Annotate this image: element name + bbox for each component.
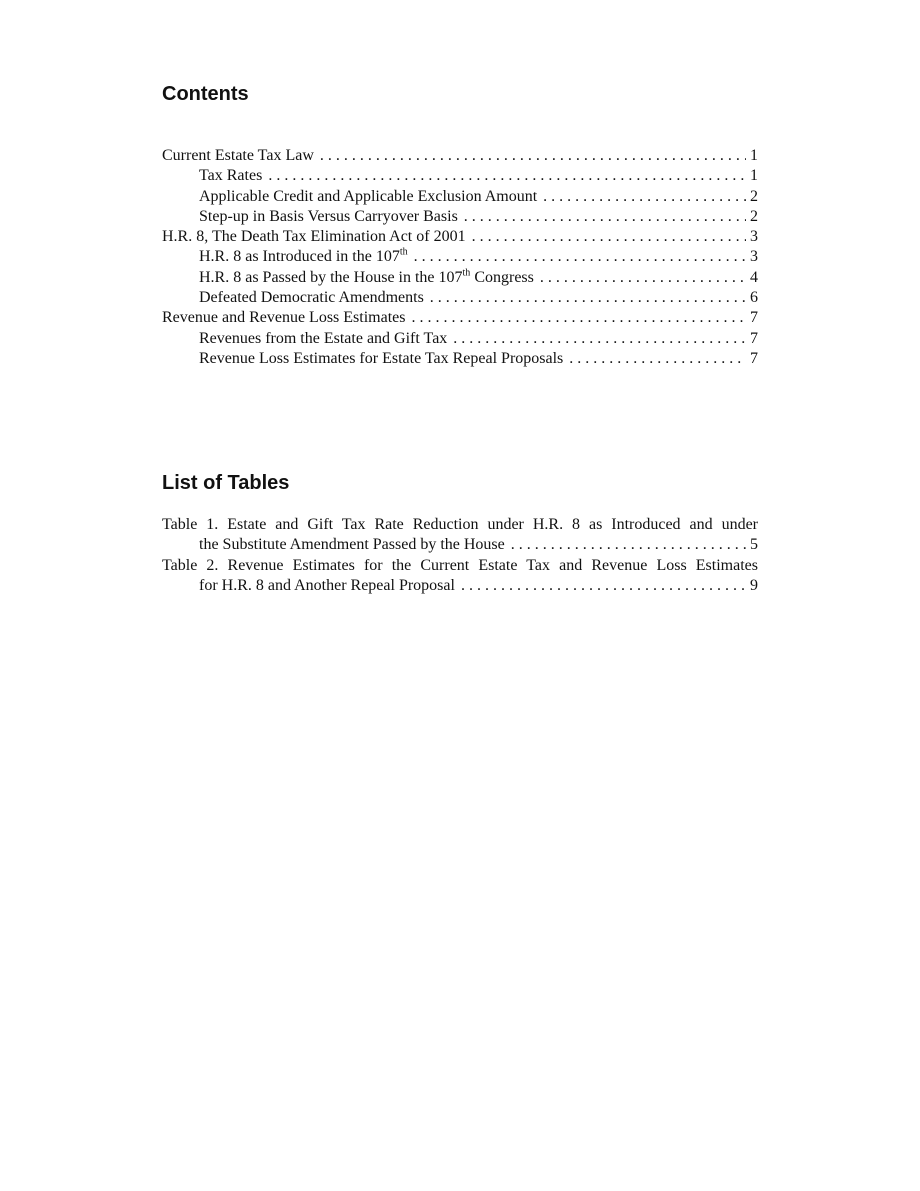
dot-leader	[569, 349, 746, 369]
ordinal-suffix: th	[462, 267, 471, 279]
toc-entry-step-up-basis[interactable]	[162, 207, 758, 227]
toc-group	[162, 146, 758, 227]
list-of-tables-heading: List of Tables	[162, 472, 290, 494]
toc-group	[162, 227, 758, 308]
toc-entry-page: 3	[750, 248, 758, 266]
toc-entry-page: 2	[750, 207, 758, 225]
toc-entry-title: Revenue and Revenue Loss Estimates	[162, 309, 406, 327]
toc-entry-page: 1	[750, 167, 758, 185]
dot-leader	[543, 187, 746, 207]
dot-leader	[540, 268, 746, 288]
toc-entry-title: Defeated Democratic Amendments	[199, 289, 424, 307]
toc-entry-title: H.R. 8 as Introduced in the 107th	[199, 247, 408, 266]
toc-entry-page: 6	[750, 289, 758, 307]
dot-leader	[268, 166, 746, 186]
ordinal-suffix: th	[399, 247, 408, 259]
dot-leader	[453, 329, 746, 349]
table-entry-1[interactable]	[162, 515, 758, 556]
dot-leader	[464, 207, 746, 227]
table-entry-line2: the Substitute Amendment Passed by the House	[199, 536, 505, 554]
toc-entry-page: 1	[750, 147, 758, 164]
toc-entry-page: 3	[750, 228, 758, 246]
toc-entry-title: H.R. 8 as Passed by the House in the 107th Congress	[199, 267, 534, 286]
toc-entry-hr8-as-passed[interactable]	[162, 268, 758, 288]
toc-entry-page: 2	[750, 187, 758, 205]
toc-entry-title: Tax Rates	[199, 167, 263, 185]
table-entry-page: 9	[750, 576, 758, 594]
toc-entry-page: 4	[750, 268, 758, 286]
table-entry-continuation	[162, 576, 758, 596]
toc-entry-hr8-death-tax-elimination-act[interactable]	[162, 227, 758, 247]
dot-leader	[472, 227, 746, 247]
list-of-tables	[162, 515, 758, 596]
table-entry-line1: Table 2. Revenue Estimates for the Current Estate Tax and Revenue Loss Estimates	[162, 556, 758, 574]
dot-leader	[414, 247, 746, 267]
dot-leader	[412, 308, 747, 328]
toc-entry-title: Applicable Credit and Applicable Exclusion Amount	[199, 187, 538, 205]
dot-leader	[430, 288, 746, 308]
table-entry-page: 5	[750, 536, 758, 554]
toc-entry-page: 7	[750, 329, 758, 347]
dot-leader	[320, 146, 746, 166]
toc-entry-revenue-estimates[interactable]	[162, 308, 758, 328]
toc-entry-applicable-credit[interactable]	[162, 187, 758, 207]
toc-group	[162, 308, 758, 369]
toc-entry-hr8-as-introduced[interactable]	[162, 247, 758, 267]
toc-entry-revenues-estate-gift-tax[interactable]	[162, 329, 758, 349]
contents-heading: Contents	[162, 83, 249, 105]
toc-entry-tax-rates[interactable]	[162, 166, 758, 186]
toc-entry-page: 7	[750, 309, 758, 327]
toc-entry-title: Revenue Loss Estimates for Estate Tax Repeal Proposals	[199, 349, 564, 367]
contents-list	[162, 146, 758, 369]
toc-entry-title: H.R. 8, The Death Tax Elimination Act of 2001	[162, 228, 466, 246]
table-entry-continuation	[162, 535, 758, 555]
table-entry-line2: for H.R. 8 and Another Repeal Proposal	[199, 576, 455, 594]
table-entry-2[interactable]	[162, 556, 758, 597]
toc-entry-current-estate-tax-law[interactable]	[162, 146, 758, 166]
toc-entry-title: Current Estate Tax Law	[162, 147, 314, 164]
toc-entry-title: Step-up in Basis Versus Carryover Basis	[199, 207, 458, 225]
toc-entry-defeated-democratic-amendments[interactable]	[162, 288, 758, 308]
toc-entry-revenue-loss-estimates[interactable]	[162, 349, 758, 369]
dot-leader	[461, 576, 748, 596]
table-entry-line1: Table 1. Estate and Gift Tax Rate Reduction under H.R. 8 as Introduced and under	[162, 516, 758, 533]
toc-entry-title: Revenues from the Estate and Gift Tax	[199, 329, 448, 347]
toc-entry-page: 7	[750, 349, 758, 367]
dot-leader	[511, 535, 748, 555]
